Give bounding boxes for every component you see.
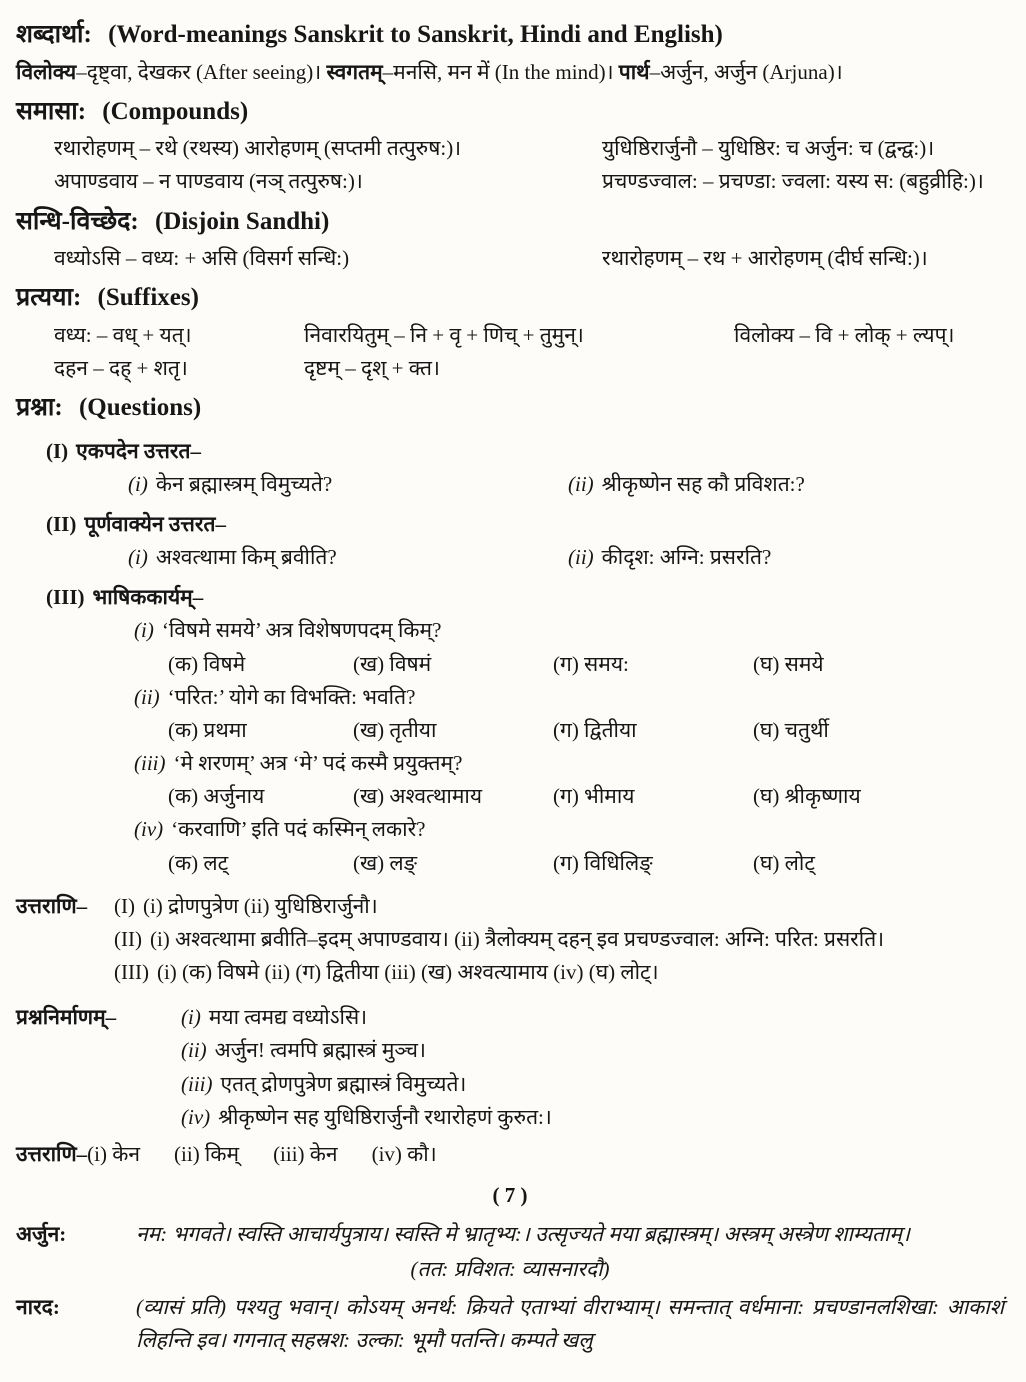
question-text: ‘विषमे समये’ अत्र विशेषणपदम् किम्?: [161, 618, 442, 643]
mcq-question-i: [134, 614, 1004, 647]
answer-line-text: (i) (क) विषमे (ii) (ग) द्वितीया (iii) (ख) अश्वत्यामाय (iv) (घ) लोट्।: [156, 960, 659, 985]
compounds-title-en: (Compounds): [102, 97, 249, 125]
option-ka: (क) अर्जुनाय: [168, 784, 265, 809]
answer-line-number: (I): [114, 893, 135, 918]
suffixes-title-dev: प्रत्यया:: [16, 284, 82, 312]
item-text: अर्जुन! त्वमपि ब्रह्मास्त्रं मुञ्च।: [214, 1038, 426, 1063]
question-text: ‘मे शरणम्’ अत्र ‘मे’ पदं कस्मै प्रयुक्तम्?: [173, 751, 463, 776]
answers-label: उत्तराणि–: [16, 893, 88, 918]
part-2-title: पूर्णवाक्येन उत्तरत–: [84, 511, 226, 536]
question-formation-item-2: [181, 1034, 1004, 1067]
term-svagatam: स्वगतम्: [326, 59, 383, 84]
part-1-label: (I): [46, 438, 69, 463]
dialogue-narada: [16, 1291, 1004, 1357]
question-formation-item-3: [181, 1068, 1004, 1101]
section-compounds-heading: [16, 92, 1004, 132]
suffixes-row-2: [54, 352, 1004, 385]
question-number: (ii): [568, 545, 594, 570]
compound-yudhishthirarjunau: युधिष्ठिरार्जुनौ – युधिष्ठिर: च अर्जुन: च (द्वन्द्व:)।: [602, 136, 935, 161]
answer-line-number: (III): [114, 960, 149, 985]
section-sandhi-heading: [16, 202, 1004, 242]
compound-apandavaya: अपाण्डवाय – न पाण्डवाय (नञ् तत्पुरुष:)।: [54, 169, 363, 194]
speaker-narada: नारद:: [16, 1294, 60, 1319]
questions-title-en: (Questions): [78, 394, 202, 422]
answer-line-3: [114, 956, 1004, 989]
item-text: एतत् द्रोणपुत्रेण ब्रह्मास्त्रं विमुच्यते।: [220, 1071, 467, 1096]
section-word-meanings-heading: [16, 15, 1004, 55]
option-ga: (ग) विधिलिङ्: [553, 850, 653, 875]
short-answers-label: उत्तराणि–: [16, 1141, 88, 1166]
option-ga: (ग) द्वितीया: [553, 717, 637, 742]
word-meanings-line: [16, 56, 1004, 89]
item-text: श्रीकृष्णेन सह युधिष्ठिरार्जुनौ रथारोहणं कुरुत:।: [218, 1104, 552, 1129]
question-text: केन ब्रह्मास्त्रम् विमुच्यते?: [155, 471, 333, 496]
narada-speech: (व्यासं प्रति) पश्यतु भवान्। कोऽयम् अनर्थ: क्रियते एताभ्यां वीराभ्याम्। समन्तात् वर्धमाना: प्रचण्डानलशिखा: आकाशं लिहन्ति इव। गगनात् सहस्रश: उल्का: भूमौ पतन्ति। कम्पते खलु: [136, 1294, 1004, 1352]
part-2-label: (II): [46, 511, 77, 536]
short-answer-2: (ii) किम्: [174, 1141, 240, 1166]
mcq-options-iii: [168, 780, 1004, 813]
mcq-question-iv: [134, 813, 1004, 846]
sandhi-title-en: (Disjoin Sandhi): [154, 207, 330, 235]
item-number: (i): [181, 1005, 201, 1030]
question-formation-block: [16, 1001, 1004, 1134]
suffix-vadhya: वध्य: – वध् + यत्।: [54, 322, 192, 347]
question-number: (iv): [134, 817, 164, 842]
compound-prachandajvala: प्रचण्डज्वाल: – प्रचण्डा: ज्वला: यस्य स: (बहुव्रीहि:)।: [602, 169, 984, 194]
part-3-label: (III): [46, 585, 85, 610]
term-partha: पार्थ: [618, 59, 650, 84]
question-text: अश्वत्थामा किम् ब्रवीति?: [155, 545, 337, 570]
term-vilokya: विलोक्य: [16, 59, 77, 84]
word-meanings-title-en: (Word-meanings Sanskrit to Sanskrit, Hindi and English): [108, 21, 723, 48]
option-ka: (क) लट्: [168, 850, 229, 875]
part-1-title: एकपदेन उत्तरत–: [76, 438, 201, 463]
short-answers-line: [16, 1138, 1004, 1171]
word-meanings-title-dev: शब्दार्था:: [16, 21, 92, 48]
sandhi-title-dev: सन्धि-विच्छेद:: [16, 207, 139, 235]
question-text: श्रीकृष्णेन सह कौ प्रविशत:?: [601, 471, 805, 496]
stage-direction: (तत: प्रविशत: व्यासनारदौ): [410, 1257, 610, 1282]
suffix-dahana: दहन – दह् + शतृ।: [54, 355, 188, 380]
short-answer-1: (i) केन: [87, 1141, 141, 1166]
part-1-questions: [128, 468, 1004, 501]
def-svagatam: –मनसि, मन में (In the mind)।: [382, 59, 619, 84]
option-kha: (ख) अश्वत्थामाय: [353, 784, 483, 809]
option-ga: (ग) समय:: [553, 651, 629, 676]
question-formation-items: [181, 1001, 1004, 1134]
arjuna-speech: नम: भगवते। स्वस्ति आचार्यपुत्राय। स्वस्ति मे भ्रातृभ्य:। उत्सृज्यते मया ब्रह्मास्त्रम्। अस्त्रम् अस्त्रेण शाम्यताम्।: [136, 1222, 910, 1247]
item-number: (iv): [181, 1104, 211, 1129]
question-text: कीदृश: अग्नि: प्रसरति?: [601, 545, 772, 570]
answers-lines: [114, 890, 1004, 990]
sandhi-ratharohanam: रथारोहणम् – रथ + आरोहणम् (दीर्घ सन्धि:)।: [602, 246, 928, 271]
questions-title-dev: प्रश्ना:: [16, 394, 63, 422]
def-vilokya: –दृष्ट्वा, देखकर (After seeing)।: [76, 59, 327, 84]
option-gha: (घ) समये: [753, 651, 824, 676]
option-gha: (घ) चतुर्थी: [753, 717, 829, 742]
option-kha: (ख) लङ्: [353, 850, 418, 875]
question-2-i: [128, 541, 568, 574]
option-gha: (घ) लोट्: [753, 850, 815, 875]
mcq-question-iii: [134, 747, 1004, 780]
mcq-options-i: [168, 648, 1004, 681]
suffix-drishtam: दृष्टम् – दृश् + क्त।: [304, 355, 440, 380]
part-3-title: भाषिककार्यम्–: [92, 585, 204, 610]
question-number: (i): [134, 618, 154, 643]
question-2-ii: [568, 541, 1004, 574]
mcq-options-iv: [168, 847, 1004, 880]
answer-line-1: [114, 890, 1004, 923]
option-kha: (ख) तृतीया: [353, 717, 437, 742]
item-number: (ii): [181, 1038, 207, 1063]
section-questions-heading: [16, 388, 1004, 428]
question-number: (i): [128, 471, 148, 496]
question-part-2-heading: [46, 508, 1004, 541]
dialogue-arjuna: [16, 1218, 1004, 1251]
question-formation-label: प्रश्ननिर्माणम्–: [16, 1005, 117, 1030]
question-text: ‘परित:’ योगे का विभक्ति: भवति?: [167, 684, 416, 709]
sandhi-vadhyosi: वध्योऽसि – वध्य: + असि (विसर्ग सन्धि:): [54, 246, 350, 271]
question-number: (ii): [134, 684, 160, 709]
question-part-3-heading: [46, 581, 1004, 614]
section-suffixes-heading: [16, 278, 1004, 318]
compound-ratharohanam: रथारोहणम् – रथे (रथस्य) आरोहणम् (सप्तमी तत्पुरुष:)।: [54, 136, 462, 161]
item-text: मया त्वमद्य वध्योऽसि।: [208, 1005, 368, 1030]
question-text: ‘करवाणि’ इति पदं कस्मिन् लकारे?: [171, 817, 426, 842]
answer-line-text: (i) अश्वत्थामा ब्रवीति–इदम् अपाण्डवाय। (ii) त्रैलोक्यम् दहन् इव प्रचण्डज्वाल: अग्नि: परित: प्रसरति।: [149, 926, 885, 951]
speaker-arjuna: अर्जुन:: [16, 1222, 67, 1247]
option-ga: (ग) भीमाय: [553, 784, 635, 809]
question-part-1-heading: [46, 435, 1004, 468]
question-1-i: [128, 468, 568, 501]
question-formation-item-1: [181, 1001, 1004, 1034]
question-1-ii: [568, 468, 1004, 501]
question-formation-item-4: [181, 1101, 1004, 1134]
answers-block: [16, 890, 1004, 990]
mcq-options-ii: [168, 714, 1004, 747]
short-answer-4: (iv) कौ।: [371, 1141, 437, 1166]
option-kha: (ख) विषमं: [353, 651, 432, 676]
question-number: (iii): [134, 751, 166, 776]
answer-line-text: (i) द्रोणपुत्रेण (ii) युधिष्ठिरार्जुनौ।: [142, 893, 378, 918]
page-number: ( 7 ): [492, 1183, 528, 1208]
mcq-question-ii: [134, 681, 1004, 714]
option-gha: (घ) श्रीकृष्णाय: [753, 784, 861, 809]
suffixes-title-en: (Suffixes): [97, 284, 199, 312]
answer-line-2: [114, 923, 1004, 956]
suffix-empty: [734, 352, 1004, 385]
item-number: (iii): [181, 1071, 213, 1096]
option-ka: (क) प्रथमा: [168, 717, 247, 742]
question-number: (i): [128, 545, 148, 570]
suffix-vilokya: विलोक्य – वि + लोक् + ल्यप्।: [734, 322, 955, 347]
option-ka: (क) विषमे: [168, 651, 246, 676]
def-partha: –अर्जुन, अर्जुन (Arjuna)।: [649, 59, 843, 84]
suffixes-row-1: [54, 319, 1004, 352]
question-number: (ii): [568, 471, 594, 496]
part-2-questions: [128, 541, 1004, 574]
answer-line-number: (II): [114, 926, 142, 951]
compounds-title-dev: समासा:: [16, 97, 87, 125]
suffix-nivarayitum: निवारयितुम् – नि + वृ + णिच् + तुमुन्।: [304, 322, 584, 347]
short-answer-3: (iii) केन: [273, 1141, 338, 1166]
sandhi-row-1: [54, 242, 1004, 275]
compounds-row-2: [54, 165, 1004, 198]
compounds-row-1: [54, 132, 1004, 165]
